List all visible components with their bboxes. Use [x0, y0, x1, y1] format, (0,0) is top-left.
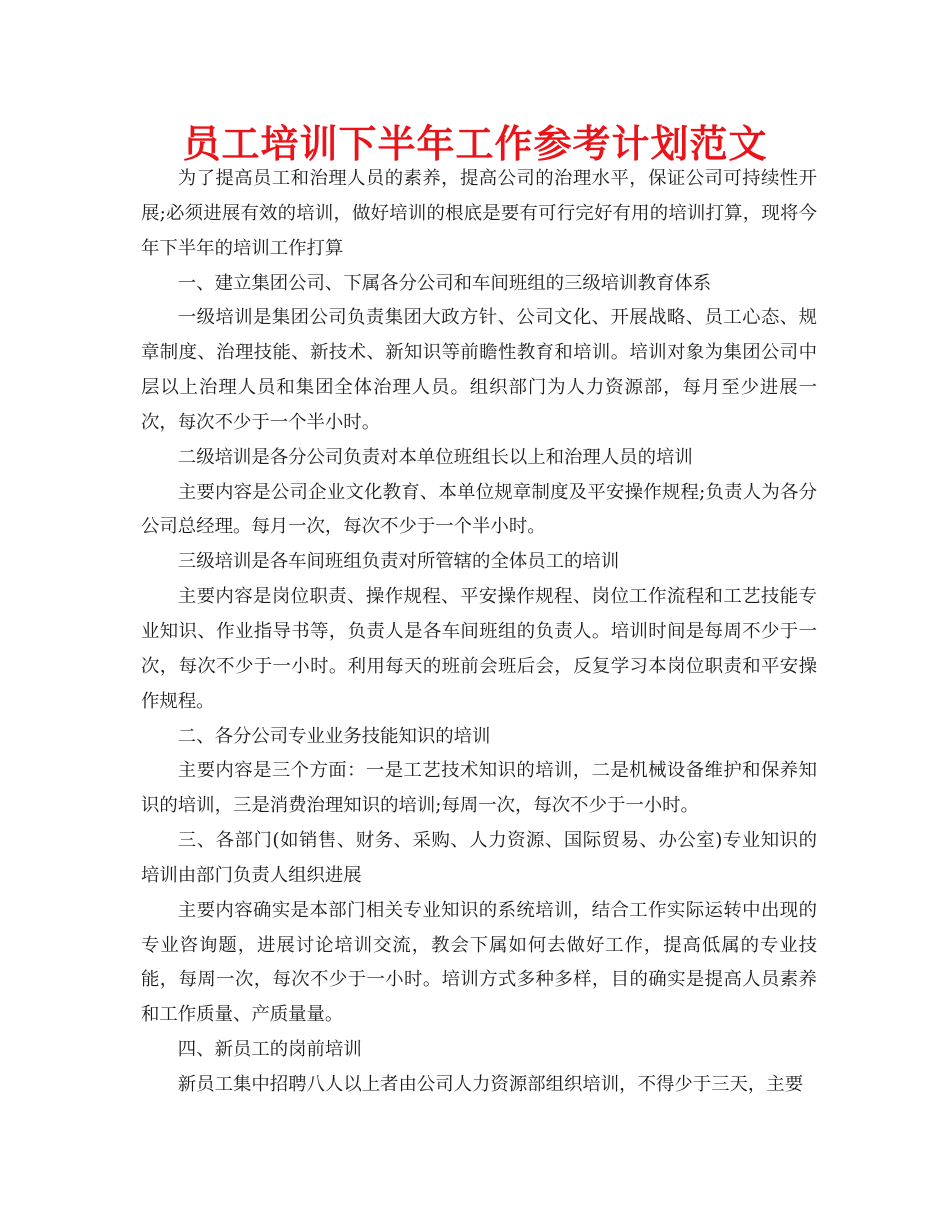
section-heading-2: 二、各分公司专业业务技能知识的培训 [177, 725, 491, 747]
paragraph-department-training: 主要内容确实是本部门相关专业知识的系统培训，结合工作实际运转中出现的专业咨询题，进展讨论培训交流，教会下属如何去做好工作，提高低属的专业技能，每周一次，每次不少于一小时。培训方式多种多样，目的确实是提高人员素养和工作质量、产质量量。 [141, 899, 817, 1026]
section-heading-1: 一、建立集团公司、下属各分公司和车间班组的三级培训教育体系 [177, 272, 712, 294]
paragraph-skills-training: 主要内容是三个方面：一是工艺技术知识的培训，二是机械设备维护和保养知识的培训，三是消费治理知识的培训;每周一次，每次不少于一小时。 [141, 760, 817, 817]
paragraph-level-3-heading: 三级培训是各车间班组负责对所管辖的全体员工的培训 [177, 551, 620, 573]
paragraph-new-employee-training: 新员工集中招聘八人以上者由公司人力资源部组织培训，不得少于三天，主要 [177, 1073, 804, 1095]
document-title: 员工培训下半年工作参考计划范文 [182, 122, 768, 166]
paragraph-level-2-content: 主要内容是公司企业文化教育、本单位规章制度及平安操作规程;负责人为各分公司总经理。每月一次，每次不少于一个半小时。 [141, 481, 817, 538]
document-body [141, 162, 817, 1103]
paragraph-level-2-heading: 二级培训是各分公司负责对本单位班组长以上和治理人员的培训 [177, 446, 693, 468]
paragraph-level-3-content: 主要内容是岗位职责、操作规程、平安操作规程、岗位工作流程和工艺技能专业知识、作业指导书等，负责人是各车间班组的负责人。培训时间是每周不少于一次，每次不少于一小时。利用每天的班前会班后会，反复学习本岗位职责和平安操作规程。 [141, 586, 817, 712]
section-heading-3: 三、各部门(如销售、财务、采购、人力资源、国际贸易、办公室)专业知识的培训由部门负责人组织进展 [141, 830, 817, 886]
paragraph-intro: 为了提高员工和治理人员的素养，提高公司的治理水平，保证公司可持续性开展;必须进展有效的培训，做好培训的根底是要有可行完好有用的培训打算，现将今年下半年的培训工作打算 [141, 168, 817, 259]
paragraph-level-1-training: 一级培训是集团公司负责集团大政方针、公司文化、开展战略、员工心态、规章制度、治理技能、新技术、新知识等前瞻性教育和培训。培训对象为集团公司中层以上治理人员和集团全体治理人员。组织部门为人力资源部，每月至少进展一次，每次不少于一个半小时。 [141, 307, 817, 433]
section-heading-4: 四、新员工的岗前培训 [177, 1039, 362, 1061]
